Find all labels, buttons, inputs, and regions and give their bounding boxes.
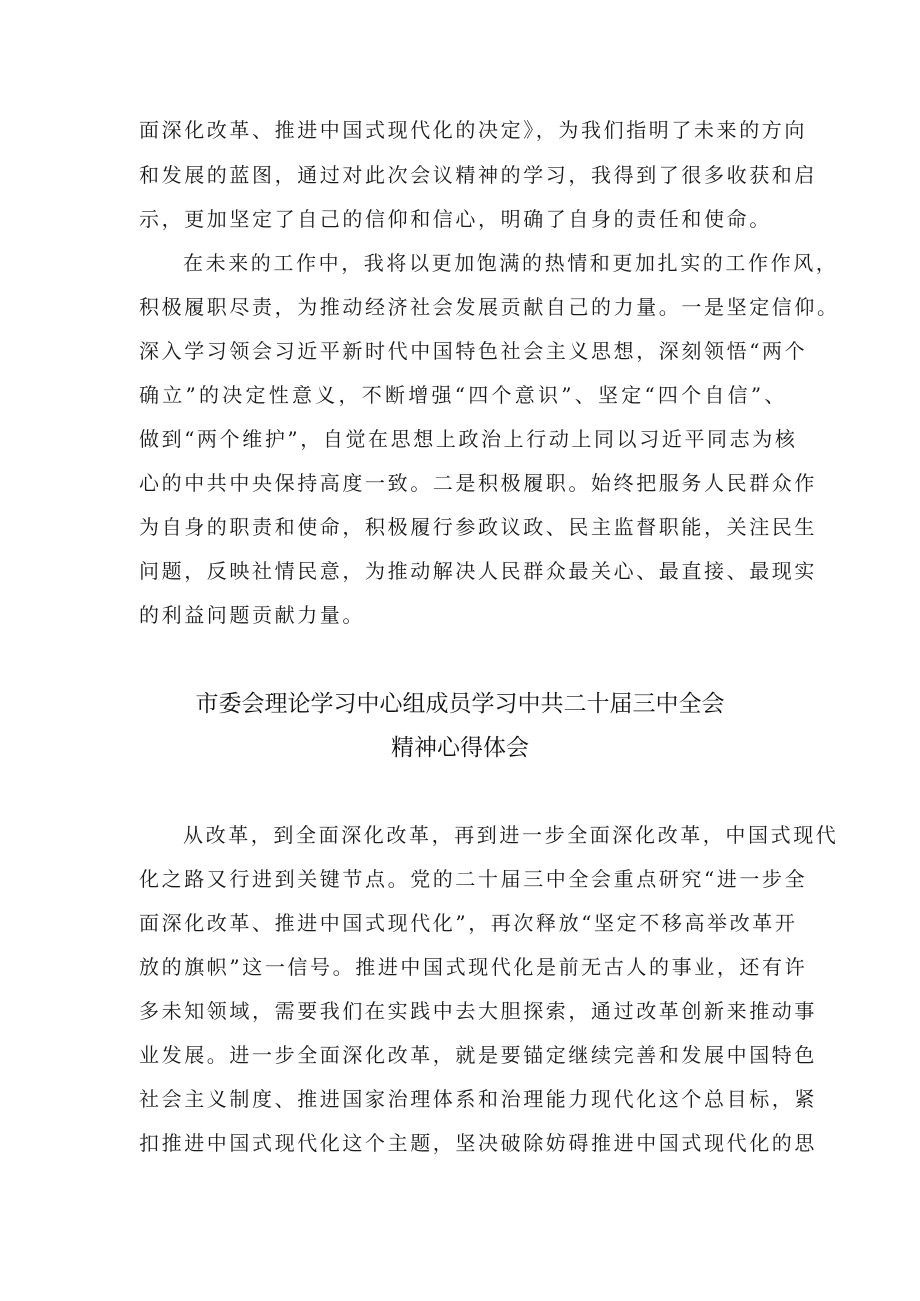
text-line: 业发展。进一步全面深化改革，就是要锚定继续完善和发展中国特色 [139,1043,817,1067]
text-line: 放的旗帜”这一信号。推进中国式现代化是前无古人的事业，还有许 [139,955,808,979]
text-line: 积极履职尽责，为推动经济社会发展贡献自己的力量。一是坚定信仰。 [139,295,840,319]
text-line: 和发展的蓝图，通过对此次会议精神的学习，我得到了很多收获和启 [139,163,817,187]
text-line: 的利益问题贡献力量。 [139,603,365,627]
section-title-line-2: 精神心得体会 [391,735,529,761]
section-title-line-1: 市委会理论学习中心组成员学习中共二十届三中全会 [195,691,725,717]
text-line: 面深化改革、推进中国式现代化”，再次释放“坚定不移高举改革开 [139,911,798,935]
text-line: 确立”的决定性意义，不断增强“四个意识”、坚定“四个自信”、 [139,383,787,407]
text-line: 社会主义制度、推进国家治理体系和治理能力现代化这个总目标，紧 [139,1087,817,1111]
text-line: 化之路又行进到关键节点。党的二十届三中全会重点研究“进一步全 [139,867,808,891]
text-line: 面深化改革、推进中国式现代化的决定》，为我们指明了未来的方向 [139,118,807,142]
text-line: 示，更加坚定了自己的信仰和信心，明确了自身的责任和使命。 [139,207,772,231]
text-line: 从改革，到全面深化改革，再到进一步全面深化改革，中国式现代 [183,823,839,847]
text-line: 问题，反映社情民意，为推动解决人民群众最关心、最直接、最现实 [139,559,817,583]
text-line: 心的中共中央保持高度一致。二是积极履职。始终把服务人民群众作 [139,471,817,495]
text-line: 多未知领域，需要我们在实践中去大胆探索，通过改革创新来推动事 [139,999,817,1023]
text-line: 做到“两个维护”，自觉在思想上政治上行动上同以习近平同志为核 [139,427,798,451]
text-line: 在未来的工作中，我将以更加饱满的热情和更加扎实的工作作风， [183,251,839,275]
text-line: 为自身的职责和使命，积极履行参政议政、民主监督职能，关注民生 [139,515,817,539]
text-line: 深入学习领会习近平新时代中国特色社会主义思想，深刻领悟“两个 [139,339,808,363]
text-line: 扣推进中国式现代化这个主题，坚决破除妨碍推进中国式现代化的思 [139,1131,817,1155]
